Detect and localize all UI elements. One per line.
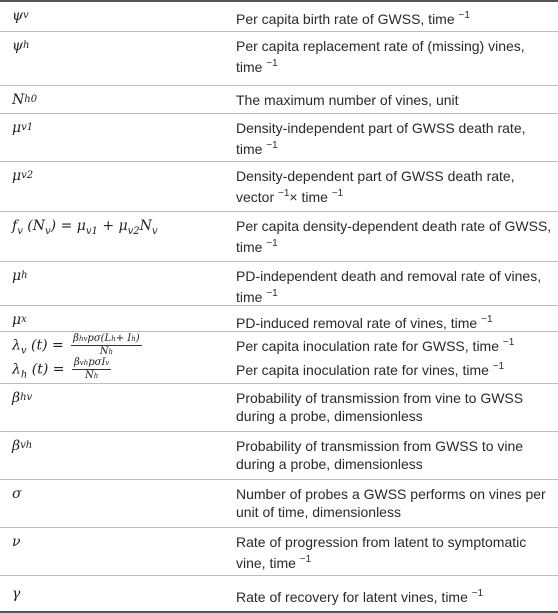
symbol-subscript: v1 <box>85 225 98 237</box>
description: Per capita inoculation rate for GWSS, time <box>236 338 503 354</box>
table-row <box>0 306 558 332</box>
table-row <box>0 212 558 262</box>
description: Rate of progression from latent to symptomatic vine, time <box>236 534 527 571</box>
symbol-subscript: h0 <box>24 94 38 105</box>
symbol-cell <box>12 212 222 261</box>
symbol-subscript: v <box>151 225 158 237</box>
description: Per capita inoculation rate for vines, time <box>236 362 493 378</box>
unit-exponent: −1 <box>471 588 484 599</box>
formula-part: + μ <box>97 218 128 234</box>
table-row <box>0 162 558 212</box>
symbol: f <box>12 218 18 234</box>
description: PD-induced removal rate of vines, time <box>236 315 482 331</box>
formula-part: N <box>139 218 152 234</box>
description-line-1: Density-dependent part of GWSS death rate, <box>236 168 515 184</box>
description: Per capita birth rate of GWSS, time <box>236 11 459 27</box>
table-row <box>0 356 558 384</box>
symbol-subscript: hv <box>20 392 33 403</box>
formula-part: (t) = <box>26 337 64 354</box>
table-row <box>0 528 558 576</box>
formula-part: + I <box>115 333 132 344</box>
unit-exponent: −1 <box>266 238 278 249</box>
description: Probability of transmission from GWSS to vine during a probe, dimensionless <box>236 438 524 472</box>
description: Density-independent part of GWSS death rate, time <box>236 120 526 157</box>
description: Rate of recovery for latent vines, time <box>236 589 472 605</box>
description-cell <box>236 332 554 355</box>
description: The maximum number of vines, unit <box>236 92 459 108</box>
symbol: σ <box>12 486 22 502</box>
unit-exponent: −1 <box>266 140 278 151</box>
unit-exponent: −1 <box>278 188 290 199</box>
description-cell <box>236 356 554 379</box>
description-line-2: vector <box>236 189 279 205</box>
formula <box>12 217 158 241</box>
symbol: μ <box>12 268 22 284</box>
symbol-subscript: v <box>22 10 29 21</box>
description: PD-independent death and removal rate of vines, time <box>236 268 542 305</box>
symbol-subscript: v <box>105 359 110 367</box>
symbol-subscript: v <box>17 225 23 237</box>
symbol-subscript: v2 <box>127 225 140 237</box>
table-row <box>0 2 558 32</box>
symbol-cell <box>12 2 222 31</box>
symbol: ν <box>12 534 21 550</box>
symbol-subscript: v2 <box>21 170 34 181</box>
symbol: μ <box>12 168 22 184</box>
fraction-denominator <box>83 370 100 382</box>
unit-exponent: −1 <box>481 314 493 325</box>
symbol-cell <box>12 162 222 211</box>
fraction-numerator <box>72 357 111 370</box>
symbol-subscript: v1 <box>21 122 34 133</box>
description: Per capita replacement rate of (missing) vines, time <box>236 38 525 75</box>
symbol: λ <box>12 361 21 378</box>
symbol-subscript: h <box>131 335 136 343</box>
symbol-subscript: v <box>45 225 51 237</box>
symbol-cell <box>12 332 222 356</box>
formula-part: ) = μ <box>50 218 86 234</box>
formula-part: N <box>99 346 109 357</box>
description-cell <box>236 480 554 521</box>
symbol: β <box>12 438 21 454</box>
symbol: γ <box>12 586 21 602</box>
description-cell <box>236 306 554 332</box>
table-row <box>0 32 558 86</box>
unit-exponent: −1 <box>299 554 312 565</box>
unit-exponent: −1 <box>458 10 470 21</box>
description-cell <box>236 162 554 206</box>
fraction <box>71 333 141 358</box>
formula-part: (t) = <box>27 361 65 378</box>
formula-part: ) <box>135 333 140 344</box>
symbol: λ <box>12 337 21 354</box>
table-row <box>0 384 558 432</box>
unit-exponent: −1 <box>492 361 505 372</box>
symbol-cell <box>12 480 222 527</box>
formula-part: β <box>73 357 80 368</box>
fraction <box>72 357 111 382</box>
symbol-cell <box>12 262 222 305</box>
description: Per capita density-dependent death rate of GWSS, time <box>236 218 552 255</box>
description-cell <box>236 384 554 425</box>
unit-exponent: −1 <box>502 337 515 348</box>
description-cell <box>236 262 554 306</box>
symbol-cell <box>12 528 222 575</box>
symbol: ψ <box>12 38 23 54</box>
table-row <box>0 262 558 306</box>
description: Probability of transmission from vine to GWSS during a probe, dimensionless <box>236 390 524 424</box>
fraction-numerator <box>71 333 141 346</box>
description-cell <box>236 212 554 256</box>
table-row <box>0 114 558 162</box>
formula-part: pσ(L <box>87 333 112 344</box>
formula-part: N <box>85 370 94 381</box>
symbol: ψ <box>12 8 23 24</box>
symbol-subscript: h <box>111 335 116 343</box>
unit-exponent: −1 <box>266 58 278 69</box>
description-cell <box>236 576 554 606</box>
unit-exponent: −1 <box>331 188 344 199</box>
symbol-subscript: h <box>22 40 30 51</box>
table-row <box>0 86 558 114</box>
description-cell <box>236 32 554 76</box>
formula-part: β <box>73 333 79 344</box>
symbol-subscript: vh <box>79 359 89 367</box>
symbol-subscript: vh <box>20 440 33 451</box>
symbol-cell <box>12 384 222 431</box>
table-row <box>0 480 558 528</box>
symbol-subscript: h <box>20 369 28 381</box>
description-cell <box>236 528 554 572</box>
description-cell <box>236 86 554 109</box>
formula-part: pσI <box>88 357 106 368</box>
description-cell <box>236 114 554 158</box>
unit-exponent: −1 <box>266 288 278 299</box>
symbol-cell <box>12 356 222 383</box>
symbol-cell <box>12 306 222 331</box>
description: Number of probes a GWSS performs on vines per unit of time, dimensionless <box>236 486 546 520</box>
formula-part: (N <box>27 218 46 234</box>
symbol-subscript: h <box>21 270 28 281</box>
symbol-cell <box>12 576 222 611</box>
description-cell <box>236 432 554 473</box>
description-line-2b: × time <box>289 189 332 205</box>
formula <box>12 357 111 384</box>
symbol-subscript: h <box>108 348 114 356</box>
symbol-cell <box>12 86 222 113</box>
symbol: μ <box>12 312 22 328</box>
symbol-cell <box>12 114 222 161</box>
symbol-subscript: v <box>20 345 27 357</box>
symbol-subscript: h <box>93 372 99 380</box>
symbol: μ <box>12 120 22 136</box>
description-cell <box>236 2 554 28</box>
symbol-cell <box>12 432 222 479</box>
symbol: β <box>12 390 21 406</box>
table-row <box>0 432 558 480</box>
table-row <box>0 576 558 611</box>
table-row <box>0 332 558 356</box>
symbol-subscript: x <box>21 314 27 325</box>
symbol-cell <box>12 32 222 85</box>
symbol: N <box>12 92 25 108</box>
symbol-subscript: hv <box>78 335 88 343</box>
